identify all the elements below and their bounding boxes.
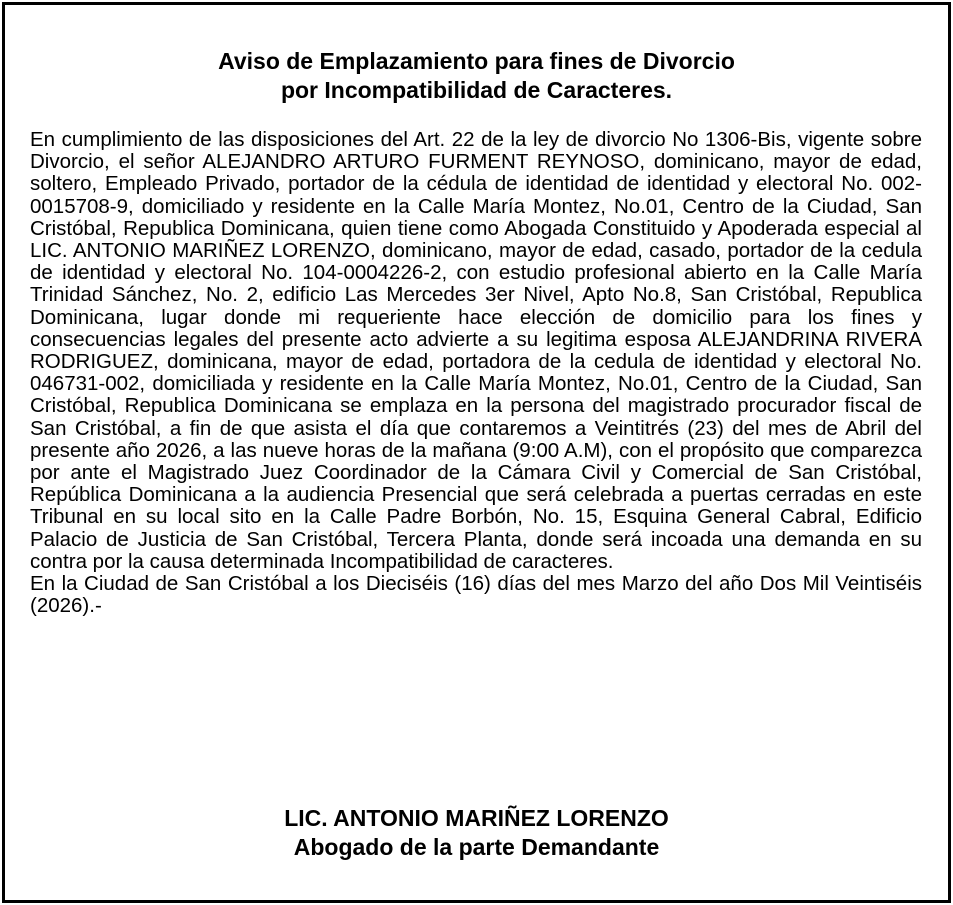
signature-role: Abogado de la parte Demandante (293, 834, 660, 860)
legal-notice (2, 2, 951, 903)
notice-title (5, 47, 948, 105)
notice-title-line-2: por Incompatibilidad de Caracteres. (280, 77, 673, 103)
signature-block (5, 804, 948, 862)
notice-body (30, 129, 922, 617)
notice-paragraph-date: En la Ciudad de San Cristóbal a los Dieciséis (16) días del mes Marzo del año Dos Mil Veintiséis (2026).- (30, 572, 922, 618)
signature-name: LIC. ANTONIO MARIÑEZ LORENZO (284, 805, 669, 831)
notice-title-line-1: Aviso de Emplazamiento para fines de Divorcio (218, 48, 735, 74)
notice-paragraph-main: En cumplimiento de las disposiciones del Art. 22 de la ley de divorcio No 1306-Bis, vigente sobre Divorcio, el señor ALEJANDRO ARTURO FURMENT REYNOSO, dominicano, mayor de edad, soltero, Empleado Privado, portador de la cédula de identidad de identidad y electoral No. 002-0015708-9, domiciliado y residente en la Calle María Montez, No.01, Centro de la Ciudad, San Cristóbal, Republica Dominicana, quien tiene como Abogada Constituido y Apoderada especial al LIC. ANTONIO MARIÑEZ LORENZO, dominicano, mayor de edad, casado, portador de la cedula de identidad y electoral No. 104-0004226-2, con estudio profesional abierto en la Calle María Trinidad Sánchez, No. 2, edificio Las Mercedes 3er Nivel, Apto No.8, San Cristóbal, Republica Dominicana, lugar donde mi requeriente hace elección de domicilio para los fines y consecuencias legales del presente acto advierte a su legitima esposa ALEJANDRINA RIVERA RODRIGUEZ, dominicana, mayor de edad, portadora de la cedula de identidad y electoral No. 046731-002, domiciliada y residente en la Calle María Montez, No.01, Centro de la Ciudad, San Cristóbal, Republica Dominicana se emplaza en la persona del magistrado procurador fiscal de San Cristóbal, a fin de que asista el día que contaremos a Veintitrés (23) del mes de Abril del presente año 2026, a las nueve horas de la mañana (9:00 A.M), con el propósito que comparezca por ante el Magistrado Juez Coordinador de la Cámara Civil y Comercial de San Cristóbal, República Dominicana a la audiencia Presencial que será celebrada a puertas cerradas en este Tribunal en su local sito en la Calle Padre Borbón, No. 15, Esquina General Cabral, Edificio Palacio de Justicia de San Cristóbal, Tercera Planta, donde será incoada una demanda en su contra por la causa determinada Incompatibilidad de caracteres. (30, 128, 922, 573)
